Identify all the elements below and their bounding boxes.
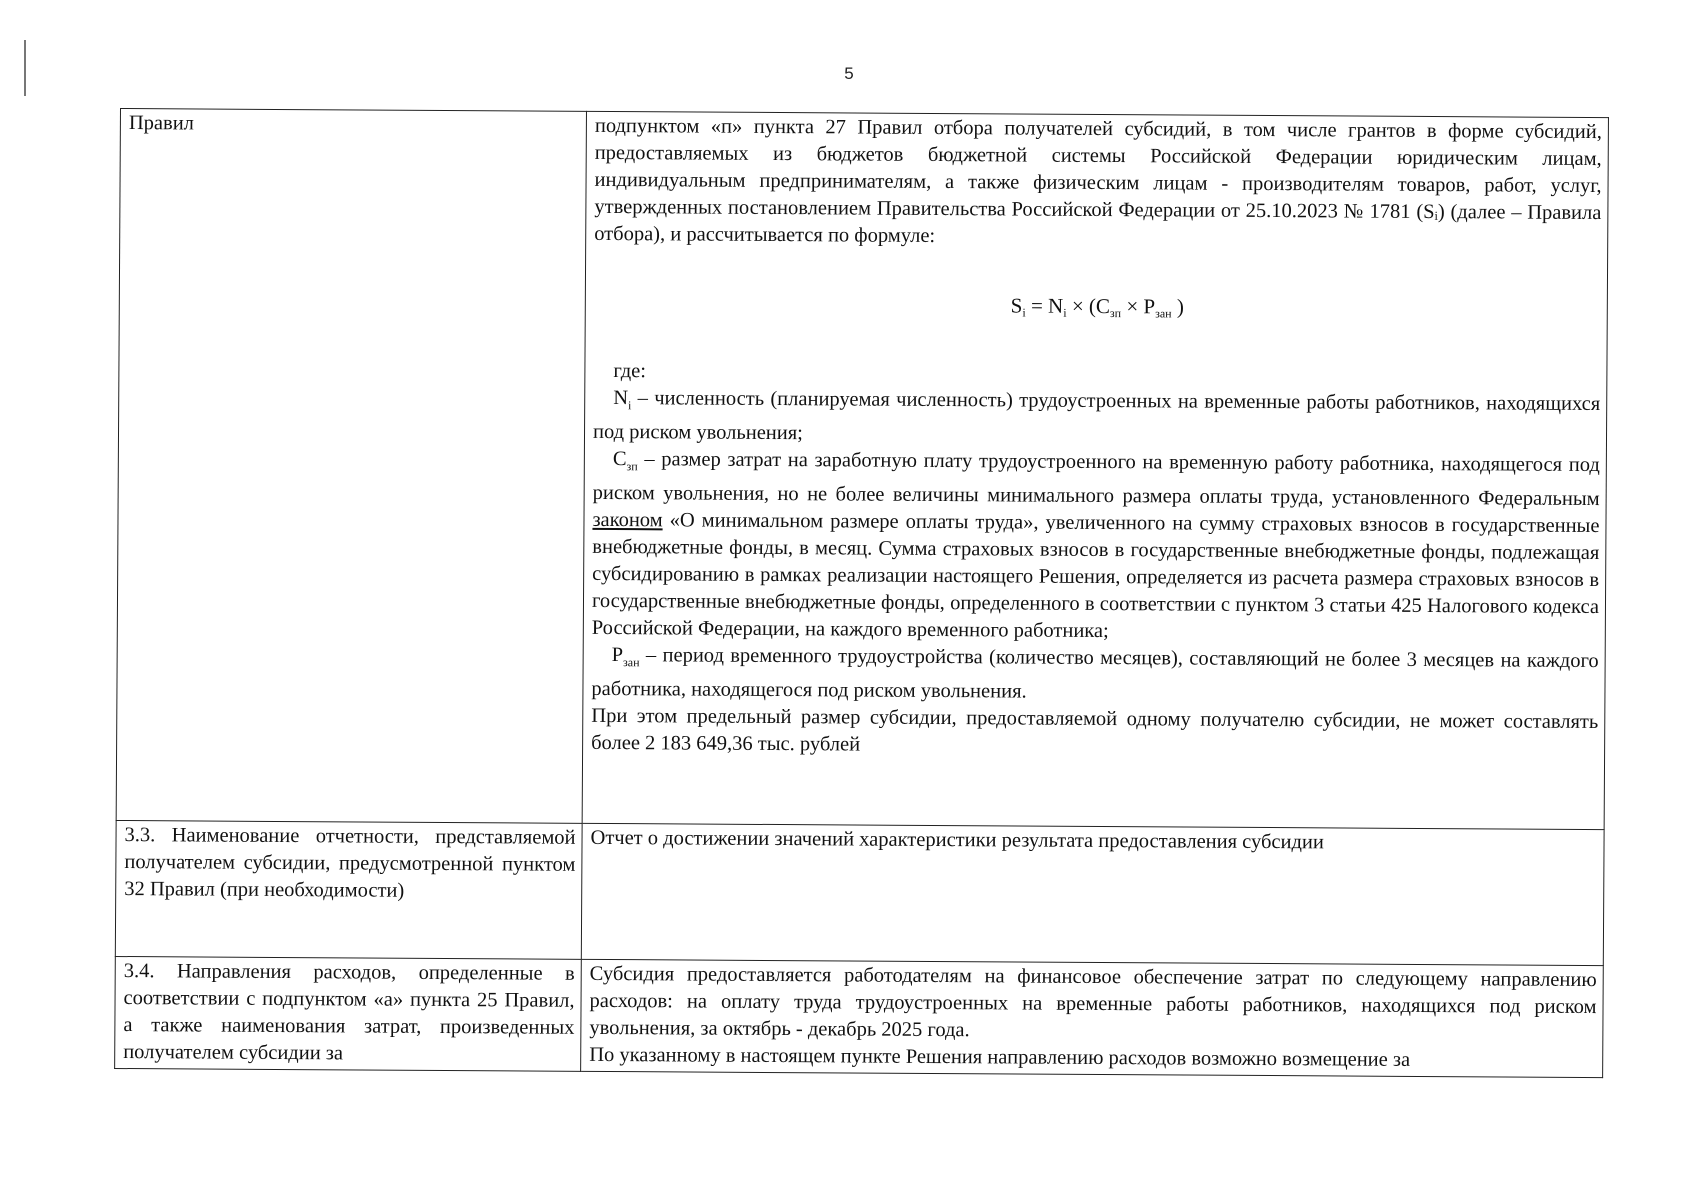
expense-paragraph-continued: По указанному в настоящем пункте Решения направлению расходов возможно возмещение за bbox=[589, 1043, 1411, 1071]
symbol-n-sub: i bbox=[627, 398, 632, 413]
table-cell-right bbox=[581, 959, 1604, 1077]
definition-n bbox=[593, 385, 1600, 452]
report-name: Отчет о достижении значений характеристики результата предоставления субсидии bbox=[590, 826, 1324, 854]
definition-n-text: – численность (планируемая численность) трудоустроенных на временные работы работников, находящихся под риском увольнения; bbox=[592, 387, 1601, 445]
margin-mark bbox=[24, 40, 26, 62]
table-row bbox=[116, 109, 1608, 830]
formula bbox=[594, 290, 1601, 330]
row-label: 3.3. Наименование отчетности, представляемой получателем субсидии, предусмотренной пунктом 32 Правил (при необходимости) bbox=[124, 824, 576, 902]
formula-eq: = N bbox=[1025, 293, 1064, 318]
definition-p bbox=[591, 642, 1598, 709]
row-label: Правил bbox=[128, 112, 195, 135]
table-cell-left bbox=[115, 956, 582, 1071]
formula-s: S bbox=[1010, 293, 1023, 318]
table-cell-left bbox=[116, 109, 586, 824]
table-cell-right bbox=[582, 111, 1608, 829]
definition-p-text: – период временного трудоустройства (количество месяцев), составляющий не более 3 месяцев на каждого работника, находящегося под риском увольнения. bbox=[591, 644, 1599, 703]
intro-paragraph: подпунктом «п» пункта 27 Правил отбора получателей субсидий, в том числе грантов в форме субсидий, предоставляемых из бюджетов бюджетной системы Российской Федерации юридическим лицам, индивидуальным предпринимателям, а также физическим лицам - производителям товаров, работ, услуг, утвержденных постановлением Правительства Российской Федерации от 25.10.2023 № 1781 (Sᵢ) (далее – Правила отбора), и рассчитывается по формуле: bbox=[594, 114, 1602, 247]
definition-c-text-1: – размер затрат на заработную плату трудоустроенного на временную работу работника, находящегося под риском увольнения, но не более величины минимального размера оплаты труда, установленного Федеральным bbox=[592, 448, 1600, 511]
formula-end: ) bbox=[1171, 294, 1184, 319]
formula-mid2: × P bbox=[1121, 294, 1156, 319]
where-label: где: bbox=[613, 360, 647, 383]
formula-s-sub: i bbox=[1022, 305, 1026, 320]
table-cell-right bbox=[581, 823, 1604, 965]
symbol-p: P bbox=[611, 644, 624, 667]
formula-p-sub: зан bbox=[1155, 306, 1172, 321]
symbol-c-sub: зп bbox=[626, 459, 638, 474]
limit-paragraph: При этом предельный размер субсидии, предоставляемой одному получателю субсидии, не может составлять более 2 183 649,36 тыс. рублей bbox=[591, 705, 1599, 756]
symbol-n: N bbox=[613, 387, 629, 410]
formula-n-sub: i bbox=[1063, 305, 1067, 320]
symbol-c: C bbox=[612, 448, 627, 471]
document-table bbox=[114, 108, 1609, 1078]
table-row bbox=[115, 820, 1604, 965]
symbol-p-sub: зан bbox=[622, 655, 640, 670]
definition-c-text-2: «О минимальном размере оплаты труда», увеличенного на сумму страховых взносов в государственные внебюджетные фонды, в месяц. Сумма страховых взносов в государственные внебюджетные фонды, подлежащая субсидированию в рамках реализации настоящего Решения, определяется из расчета размера страховых взносов в государственные внебюджетные фонды, определенного в соответствии с пунктом 3 статьи 425 Налогового кодекса Российской Федерации, на каждого временного работника; bbox=[591, 509, 1600, 643]
formula-c-sub: зп bbox=[1109, 306, 1122, 321]
formula-mid: × (C bbox=[1066, 293, 1111, 319]
definition-c bbox=[592, 446, 1600, 648]
table-cell-left bbox=[115, 820, 582, 959]
expense-paragraph: Субсидия предоставляется работодателям на финансовое обеспечение затрат по следующему направлению расходов: на оплату труда трудоустроенных на временные работы работников, находящихся под риском увольнения, за октябрь - декабрь 2025 года. bbox=[589, 962, 1597, 1042]
table-row bbox=[115, 956, 1604, 1077]
page-number: 5 bbox=[844, 64, 854, 83]
row-label: 3.4. Направления расходов, определенные в соответствии с подпунктом «а» пункта 25 Правил, а также наименования затрат, произведенных получателем субсидии за bbox=[123, 960, 575, 1065]
law-link[interactable]: законом bbox=[592, 509, 663, 532]
